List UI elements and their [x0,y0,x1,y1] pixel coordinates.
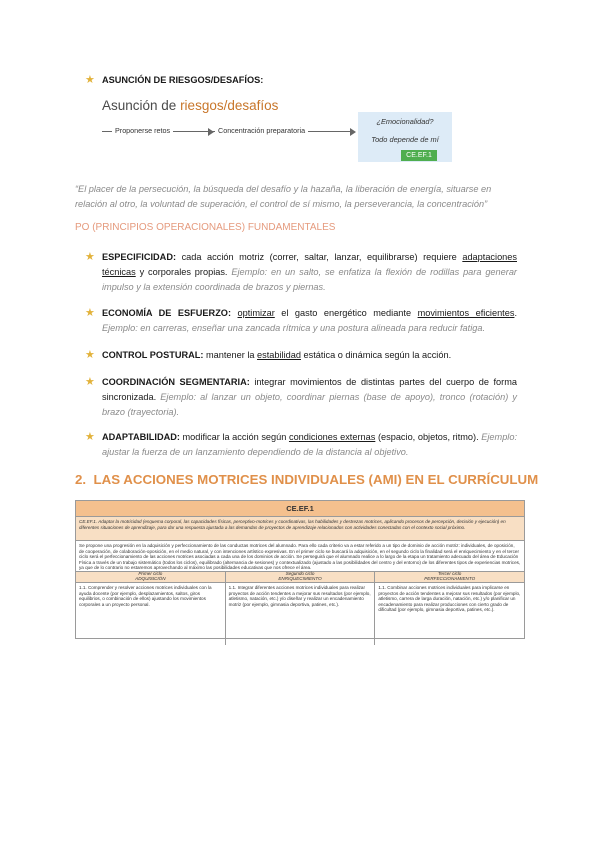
table-cell: 1.1. Integrar diferentes acciones motrices individuales para realizar proyectos de acción tendentes a mejorar sus resultados (por ejemplo, atletismo, natación, etc.) y/o diseñar y realizar un encadenamiento motriz (por ejemplo, gimnasia deportiva, patines, etc.). [226,583,376,645]
principle-lead: ECONOMÍA DE ESFUERZO: [102,308,232,318]
principle-coordinacion [85,375,517,420]
table-column-header [375,572,524,582]
diagram-step-1: Proponerse retos [112,126,173,135]
table-column-header [76,572,226,582]
cycle-phase: ADQUISICIÓN [135,575,166,581]
star-bullet-icon: ★ [85,349,95,361]
table-column-header [226,572,376,582]
principle-underline: movimientos eficientes [417,308,515,318]
diagram-ce-tag: CE.EF.1 [401,150,437,161]
cycle-phase: PERFECCIONAMIENTO [424,575,476,581]
riesgos-heading: ASUNCIÓN DE RIESGOS/DESAFÍOS: [102,75,264,85]
principle-control [85,348,517,363]
table-body-row [76,583,524,645]
principle-text: el gasto energético mediante [274,308,418,318]
diagram-box-line2: Todo depende de mí [371,135,439,144]
arrow-right-icon [208,128,214,136]
table-column-headers [76,572,524,583]
star-bullet-icon: ★ [85,431,95,443]
principle-text: estática o dinámica según la acción. [300,350,452,360]
principle-example: Ejemplo: en un salto, se enfatiza la flexión de rodillas para generar impulso y la extensión coordinada de brazos y piernas. [102,267,517,292]
po-heading: PO (PRINCIPIOS OPERACIONALES) FUNDAMENTALES [75,222,336,233]
curriculum-table [75,500,525,639]
diagram-title-prefix: Asunción de [102,98,181,113]
star-bullet-icon: ★ [85,251,95,263]
table-header: CE.EF.1 [76,501,524,517]
star-bullet-icon: ★ [85,376,95,388]
riesgos-bullet [85,73,517,88]
principle-text: integrar movimientos de distintas partes del cuerpo de forma sincronizada. [102,377,517,402]
cycle-name: Segundo ciclo [285,571,315,576]
principle-lead: COORDINACIÓN SEGMENTARIA: [102,377,250,387]
cycle-name: Primer ciclo [138,571,163,576]
principle-text: . [514,308,517,318]
section-2-heading [75,472,538,487]
principle-adaptabilidad [85,430,517,460]
principle-example: Ejemplo: ajustar la fuerza de un lanzamiento dependiendo de la distancia al objetivo. [102,432,518,457]
principle-example: Ejemplo: al lanzar un objeto, coordinar piernas (base de apoyo), tronco (rotación) y brazo (trayectoria). [102,392,517,417]
principle-text: (espacio, objetos, ritmo). [375,432,482,442]
principle-example: Ejemplo: en carreras, enseñar una zancada rítmica y una postura alineada para reducir fatiga. [102,323,486,333]
star-bullet-icon: ★ [85,74,95,86]
table-cell: 1.1. Combinar acciones motrices individuales para implicarse en proyectos de acción tendentes a mejorar sus resultados (por ejemplo, atletismo, carrera de larga duración, natación, etc.) y/o planificar un encadenamiento para realizar producciones con cierto grado de dificultad (por ejemplo, gimnasia deportiva, patines, etc.). [378,585,521,613]
diagram-step-2: Concentración preparatoria [215,126,308,135]
principle-text: cada acción motriz (correr, saltar, lanzar, equilibrarse) requiere [176,252,463,262]
quote-text: “El placer de la persecución, la búsqueda del desafío y la hazaña, la liberación de energía, situarse en relación al otro, la voluntad de superación, el control de sí mismo, la perseverancia, la concentración” [75,184,492,209]
principle-underline: optimizar [237,308,275,318]
principle-lead: CONTROL POSTURAL: [102,350,204,360]
star-bullet-icon: ★ [85,307,95,319]
table-definition: CE.EF.1. Adaptar la motricidad (esquema corporal, las capacidades físicas, perceptivo-motrices y coordinativas, las habilidades y destrezas motrices, aplicando procesos de percepción, decisión y ejecución) en diferentes situaciones de aprendizaje, para dar una respuesta ajustada a las demandas de proyectos de aprendizaje relacionados con actividades conectadas con el contexto social próximo. [76,517,524,541]
arrow-right-icon [350,128,356,136]
principle-underline: condiciones externas [288,432,376,442]
section-title: LAS ACCIONES MOTRICES INDIVIDUALES (AMI) EN EL CURRÍCULUM [93,472,539,487]
cycle-phase: ENRIQUECIMIENTO [278,575,322,581]
principle-especificidad [85,250,517,295]
section-number: 2. [75,472,87,487]
diagram-title [102,98,278,113]
principle-underline: adaptaciones técnicas [102,252,517,277]
principle-text: mantener la [203,350,258,360]
principle-economia [85,306,517,336]
principle-text: modificar la acción según [179,432,289,442]
principle-underline: estabilidad [257,350,301,360]
diagram-box-line1: ¿Emocionalidad? [376,117,434,126]
principle-text: y corporales propias. [135,267,232,277]
cycle-name: Tercer ciclo [438,571,462,576]
principle-lead: ADAPTABILIDAD: [102,432,180,442]
table-cell: 1.1. Comprender y resolver acciones motrices individuales con la ayuda docente (por ejemplo, desplazamientos, saltos, giros equilibrios, o combinación de ellos) ajustando los movimientos corporales a un proyecto personal. [76,583,226,645]
principle-lead: ESPECIFICIDAD: [102,252,177,262]
diagram-title-highlight: riesgos/desafíos [180,98,279,113]
table-explanation: Se propone una progresión en la adquisición y perfeccionamiento de las conductas motrices del alumnado. Para ello cada criterio va a estar referido a un tipo de dominio de acción motriz: individuales, de oposición, de cooperación, de colaboración-oposición, en el medio natural, y con intenciones artístico expresivas. En el primer ciclo se buscará la adquisición, en el segundo ciclo la finalidad será el enriquecimiento y en el tercer ciclo será el perfeccionamiento de las acciones motrices asociadas a cada una de los dominios de acción. Se perseguirá que el alumnado realice a lo largo de la etapa un tratamiento adecuado del área de Educación Física a través de un trabajo sistemático (todos los ciclos), equilibrado (alternancia de sesiones) y contextualizado (ajustado a las posibilidades del centro y del entorno) de los diferentes tipos de experiencias motrices, ya que de lo contrario no estaremos aprovechando al máximo las posibilidades educativas que nos ofrece el área. [76,541,524,572]
